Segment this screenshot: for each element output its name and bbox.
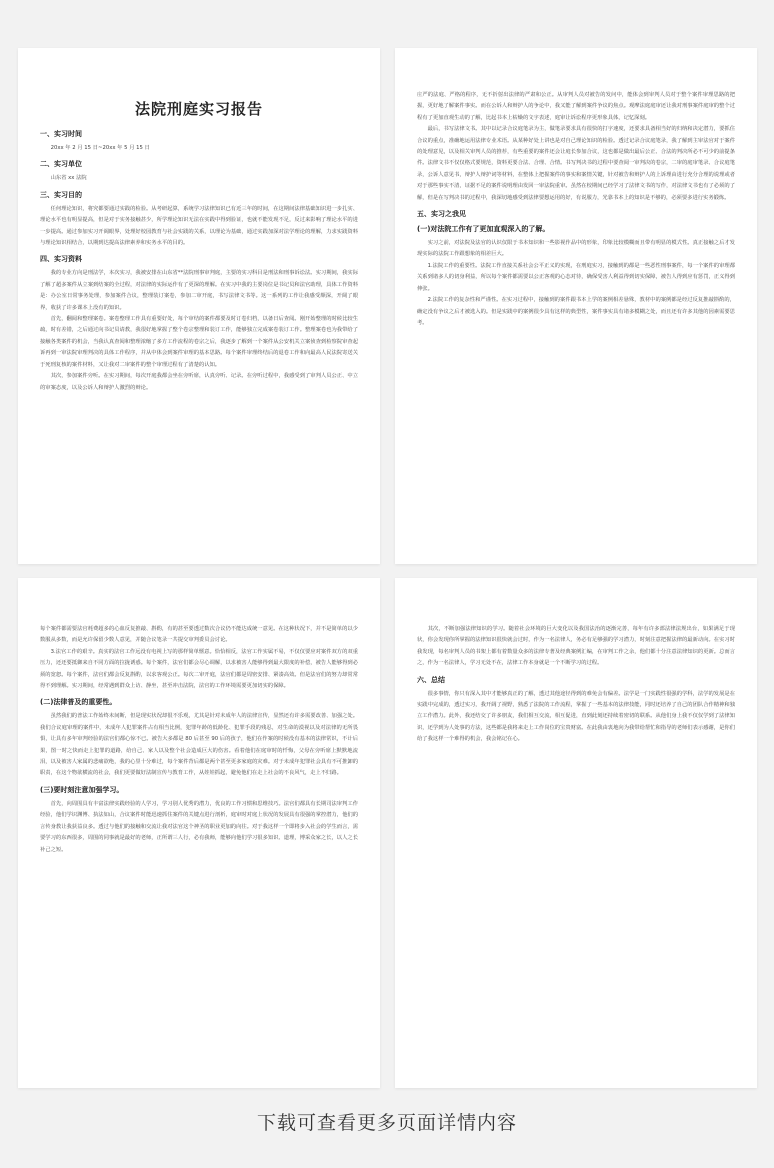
document-page-1: [18, 48, 380, 564]
section-heading-summary: 六、总结: [417, 675, 445, 684]
document-page-3: [18, 578, 380, 1088]
subsection-heading: (三)要时刻注意加强学习。: [40, 785, 124, 794]
paragraph: 最后，书写法律文书。其中以记录合议庭笔录为主，做笔录要求具有很快的打字速度，还要求具备相当好的归纳和决定潜力，要抓住合议的重点，准确地运用法律专业术语。从某种好处上讲也是对自己理论知识的检验。透过记录合议庭笔录，我了解到主审法官对于案件的处理意见，以及相关审判人员的推荐，有些重要的案件还会让庭长参加合议，这也都是做出最后公正、合法的判决所必不可少的前提条件。法律文书不仅仅格式要规范，资料更要合法、合理、合情。书写判决书的过程中要查阅一审判决的卷宗，二审的庭审笔录、合议庭笔录，公诉人意见书，辩护人辩护词等材料，在整体上把握案件的事实和案情关键，针对被告和辩护人的上诉理由进行充分合理的说理或者对于那些事实不清，证据不足的案件说明理由发回一审法院重审。虽然在校期间已经学习了法律文书的写作，对法律文书也有了必须的了解，但是在写判决书的过程中，我深切地感受到法律要想运用的好，有说服力，光靠书本上的知识是不够的，必须要多进行实务锻炼。: [417, 126, 735, 201]
paragraph: 庄严的法庭、严格的程序，无不折射出法律的严肃和公正。从审判人员对被告的发问中，能体会到审判人员对于整个案件审理思路的把握，更好地了解案件事实。而在公诉人和辩护人的争论中，我又能了解到案件争议的焦点。观摩法庭庭审还让我对刑事案件庭审的整个过程有了更加直观生动的了解，比起书本上枯燥的文字表述，庭审让诉讼程序更形象具体，记忆深刻。: [417, 92, 735, 121]
subsection-heading: (一)对法院工作有了更加直观深入的了解。: [417, 225, 550, 234]
download-more-caption[interactable]: 下载可查看更多页面详情内容: [256, 1112, 517, 1134]
paragraph: 2.法院工作的复杂性和严谨性。在实习过程中，接触到的案件跟书本上学的案例相差悬殊，教材中的案例都是经过反复推敲斟酌的，确定没有争议之后才被选入的。但是实践中的案例很少具有这样的典型性，案件事实具有诸多模糊之处，而且还有许多其他的因素需要思考。: [417, 297, 735, 326]
paragraph: 首先，向周围具有丰富法律实践经验的人学习，学习别人优秀的潜力，优良的工作习惯和思维技巧。法官们都具有长期司法审判工作经验，他们学识渊博、执法如山，合议案件时能迅速抓住案件的关键点进行剖析，庭审时对庭上状况的发展具有很强的掌控潜力，他们的言传身教让我获益良多。透过与他们的接触和交流让我对法官这个神圣的职业更加的向往。对于我这样一个即将步入社会的学生而言，需要学习的东西很多，周围的同事就是最好的老师，正所谓三人行，必有我师，能够向他们学习很多知识、道理，博采众家之长，以人之长补己之短。: [40, 800, 358, 853]
paragraph: 3.法官工作的艰辛。真实的法官工作远没有电视上写的那样简单惬意。恰恰相反，法官工作实属不易，不仅仅要应对案件双方的双重压力，还还要抵御来自不同方面的拉拢诱惑。每个案件，法官们都会尽心调解，以求被害人能够得到最大限度的补偿，被告人能够得到必须的宽恕。每个案件，法官们都会反复斟酌，以求客观公正。每次二审开庭，法官们都是周密安排、紧凑高效。但是法官们的努力却常常得不到理解。实习期间，经常遇到群众上访、静坐，甚至冲击法院，法官的工作环境需要更加切实的保障。: [40, 648, 358, 690]
internship-time-text: 20xx 年 2 月 15 日~20xx 年 5 月 15 日: [50, 145, 150, 151]
section-heading-internship-unit: 二、实习单位: [40, 160, 82, 169]
section-heading-my-views: 五、实习之我见: [417, 210, 466, 219]
subsection-heading: (二)法律普及的重要性。: [40, 698, 117, 707]
document-page-4: [395, 578, 757, 1088]
paragraph: 很多事情，你只有深入其中才能够真正的了解，透过其他途径得到的难免会有偏差。法学是一门实践性很强的学科，法学的发展是在实践中完成的，透过实习，我开阔了视野，熟悉了法院的工作流程，掌握了一些基本的法律技能，同时还培养了自己的团队合作精神和独立工作潜力。此外，我还结交了许多朋友，我们相互交流，相互促进，直到此刻还持续着密切的联系。从他们身上我不仅仅学到了法律知识，还学到为人处事的方法，这些都是我将来走上工作岗位的宝贵财富。在此我由衷地向为我带给帮忙和指导的老师们表示感谢，是你们给了我这样一个难得的机会，我会铭记在心。: [417, 690, 735, 743]
paragraph: 首先，翻阅和整理案卷。案卷整理工作具有重要好处，每个审结的案件都要及时订卷归档，以备日后查阅。刚开始整理的时候比较生疏，时有差错，之后通过向书记员请教，我很好地掌握了整个卷宗整理和装订工作，能够独立完成案卷装订工作。整理案卷也为我带给了接触各类案件的机会，当我认真查阅和整理浓缩了多方工作流程的卷宗之后，我逐步了解到一个案件从公安机关立案侦查到检察院审查起诉再到一审法院审理判决的具体工作程序，并从中体会到案件审理的基本思路。每个案件审理终结后的退卷工作和向最高人民法院寄送关于死刑复核的案件材料，又让我对二审案件的整个审理过程有了清楚的认知。: [40, 316, 358, 368]
internship-unit-text: 山东省 xx 法院: [50, 175, 87, 182]
section-heading-internship-time: 一、实习时间: [40, 130, 82, 138]
paragraph: 1.法院工作的重要性。法院工作直接关系社会公平正义的实现，在刑庭实习，接触到的都是一些恶性刑事案件，每一个案件的审理都关系到诸多人的切身利益，所以每个案件都需要以公正客观的心态对待，确保受害人利益得到切实保障，被告人得到应有惩罚，正义得到伸张。: [417, 262, 735, 292]
section-heading-internship-purpose: 三、实习目的: [40, 190, 82, 199]
document-title: 法院刑庭实习报告: [134, 100, 263, 118]
paragraph: 我的专业方向是刑法学，本次实习，我被安排在山东省**法院刑事审判庭，主要的实习科目是刑法和刑事诉讼法。实习期间，我实际了解了超多案件从立案到结案的全过程，对法律的实际运作有了更深的理解。在实习中我的主要岗位是书记员和法官助理，具体工作资料是：办公室日常事务处理，参加案件合议，整理装订案卷，参加二审开庭，书写法律文书等。这一系列的工作让我感受颇深，开阔了眼界，收获了许多课本上没有的知识。: [40, 270, 358, 311]
paragraph: 实习之前，对法院及法官的认识仅限于书本知识和一些影视作品中的形象，印象比较模糊而且带有明显的模式性。真正接触之后才发现实际的法院工作跟想象的相差巨大。: [417, 240, 735, 258]
section-heading-internship-content: 四、实习资料: [40, 255, 82, 264]
paragraph: 其次，不断加强法律知识的学习。随着社会环境的巨大变化以及我国法治的逐渐完善，每年有许多部法律法规出台，如果满足于现状，你会发现你所掌握的法律知识很快就会过时，作为一名法律人，务必有足够强的学习潜力，时刻注意把握法律的最新动向。在实习时我发现，每名审判人员的书架上都有着数量众多的法律专著及经典案例汇编，在审判工作之余，他们都十分注意法律知识的更新。总而言之，作为一名法律人，学习无处不在，法律工作本身就是一个不断学习的过程。: [417, 626, 735, 667]
paragraph: 虽然我们的普法工作始终未间断，但是现实状况却很不乐观，尤其是针对未成年人的法律宣传，显然还有许多需要改善、加强之处。我们合议庭审理的案件中，未成年人犯罪案件占有相当比例，犯罪年龄的低龄化、犯罪手段的残忍，对生命的漠视以及对法律的无所畏惧，让具有多年审判经验的法官们都心惊不已。被告大多都是 80 后甚至 90 后的孩子，他们在作案的时候没有基本的法律常识，不计后果，图一时之快而走上犯罪的道路，给自己、家人以及整个社会造成巨大的伤害。看着他们在庭审时的忏悔，父母在旁听席上默默地流泪，以及被害人家属的悲痛欲绝，我的心里十分难过，每个案件背后都是两个甚至更多家庭的灾难。对于未成年犯罪社会具有不可推卸的职责，在这个物欲横流的社会，我们更要做好法制宣传与教育工作，从娃娃抓起，避免他们在走上社会的不良风气，走上不归路。: [40, 713, 358, 777]
paragraph: 其次，参加案件旁听。在实习期间，每次开庭我都会坐在旁听席，认真旁听、记录。在旁听过程中，我感受到了审判人员公正、中立的审案态度，以及公诉人和辩护人激烈的辩论。: [40, 373, 358, 391]
document-page-2: [395, 48, 757, 564]
paragraph: 任何理论知识，将究都要通过实践的检验。从考研起算，系统学习法律知识已有近三年的时间，在这期间法律基础知识进一步扎实、理论水平也有明显提高，但是对于实务接触甚少，所学理论知识无法在实践中得到验证，也就不能发现不足，反过来影响了理论水平的进一步提高。通过参加实习开阔眼界，处理好校园教育与社会实践的关系，以理论为基础，通过实践加深对法学理论的理解，力求实践资料与理论知识相结合，以期到达提高法律素养和实务水平的目的。: [40, 205, 358, 247]
paragraph: 每个案件都需要法官耗费超多的心血反复推敲、斟酌，有的甚至要透过数次合议仍不能达成统一意见。在这种状况下，并不是简单的以少数服从多数，而是允许保留少数人意见，并随合议笔录一共提交审判委员会讨论。: [40, 626, 358, 644]
